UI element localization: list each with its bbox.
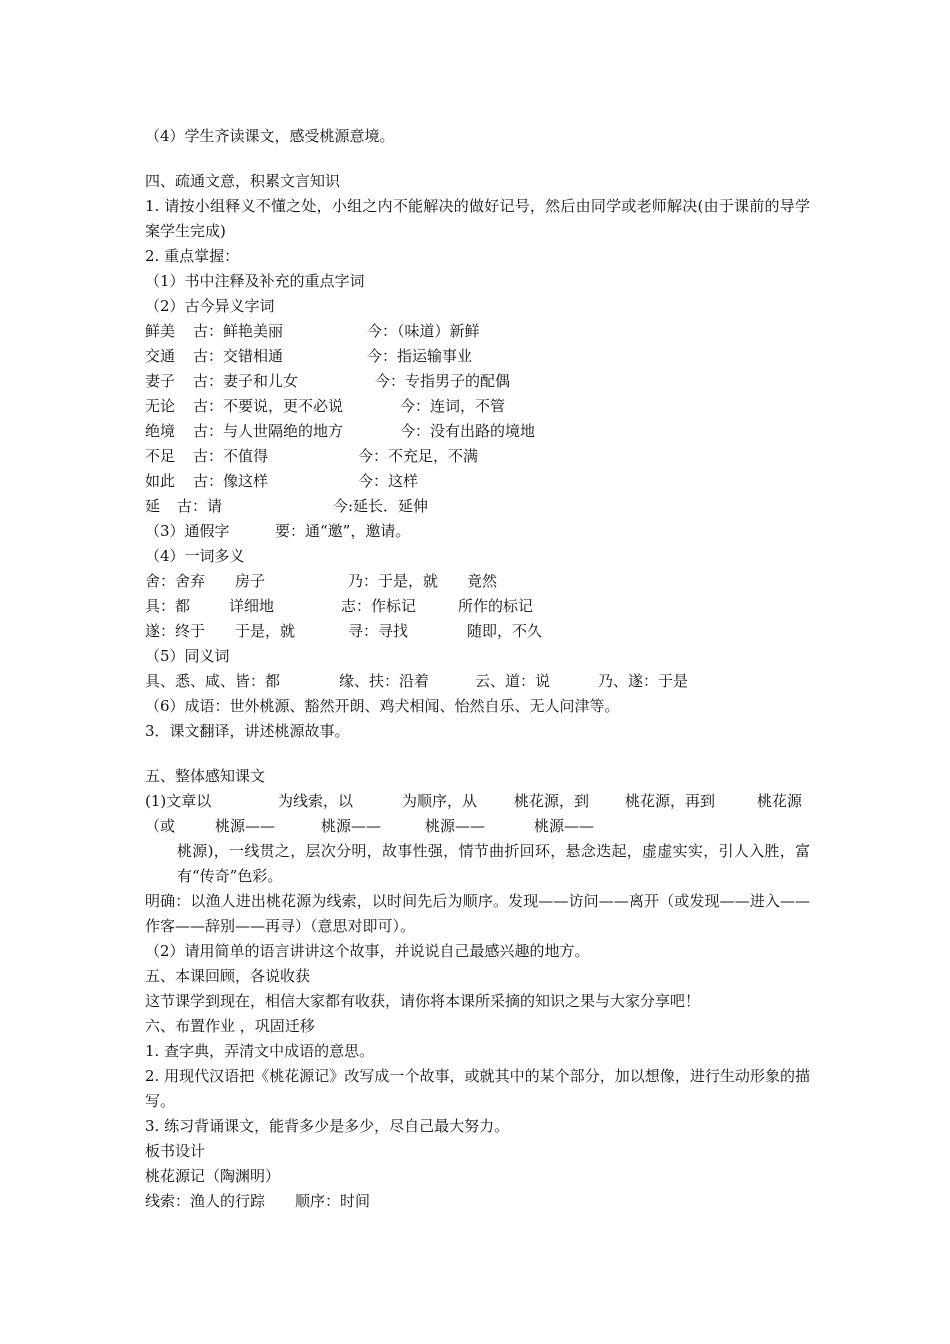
section6-item3: 3. 练习背诵课文，能背多少是多少，尽自己最大努力。	[145, 1117, 510, 1135]
sub3-label: （3）通假字	[145, 522, 230, 540]
section4-sub3	[145, 519, 810, 544]
gujin-gu: 古：不值得	[193, 447, 269, 465]
blank-segment: 为线索，以	[278, 792, 354, 810]
board-heading: 板书设计	[145, 1142, 206, 1160]
section4-sub6: （6）成语：世外桃源、豁然开朗、鸡犬相闻、怡然自乐、无人问津等。	[145, 697, 620, 715]
gujin-word: 妻子	[145, 372, 176, 390]
tongyi-row	[145, 669, 810, 694]
gujin-row	[145, 469, 810, 494]
yici-cell: 志：作标记	[341, 597, 417, 615]
blank-segment: 桃源——	[534, 817, 595, 835]
section5-heading: 五、整体感知课文	[145, 767, 266, 785]
gujin-word: 无论	[145, 397, 176, 415]
tongyi-cell: 乃、遂：于是	[598, 672, 689, 690]
tongyi-cell: 云、道：说	[475, 672, 551, 690]
section6-heading: 六、布置作业 ，巩固迁移	[145, 1017, 315, 1035]
section5b-heading: 五、本课回顾，各说收获	[145, 967, 311, 985]
document-page	[145, 124, 810, 1214]
section5-line1	[145, 789, 810, 814]
section4-item3: 3．课文翻译，讲述桃源故事。	[145, 722, 350, 740]
gujin-row	[145, 394, 810, 419]
gujin-gu: 古：交错相通	[193, 347, 284, 365]
gujin-gu: 古：与人世隔绝的地方	[193, 422, 344, 440]
section4-sub1: （1）书中注释及补充的重点字词	[145, 272, 365, 290]
section4-sub5: （5）同义词	[145, 647, 230, 665]
blank-segment: 为顺序，从	[402, 792, 478, 810]
blank-segment: 桃花源，再到	[625, 792, 716, 810]
section6-item1: 1. 查字典，弄清文中成语的意思。	[145, 1042, 375, 1060]
gujin-word: 绝境	[145, 422, 176, 440]
gujin-row	[145, 369, 810, 394]
gujin-gu: 古：像这样	[193, 472, 269, 490]
gujin-jin: 今:延长．延伸	[333, 497, 429, 515]
board-title: 桃花源记（陶渊明）	[145, 1167, 281, 1185]
sub3-detail: 要：通“邀”，邀请。	[275, 522, 411, 540]
yici-cell: 寻：寻找	[348, 622, 409, 640]
yici-cell: 竟然	[467, 572, 498, 590]
blank-segment: 桃源——	[321, 817, 382, 835]
blank-segment: (1)文章以	[145, 792, 212, 810]
yici-cell: 乃：于是，就	[348, 572, 439, 590]
board-order: 顺序：时间	[295, 1192, 371, 1210]
gujin-row	[145, 494, 810, 519]
gujin-gu: 古：不要说，更不必说	[193, 397, 344, 415]
section4-item2: 2. 重点掌握：	[145, 247, 240, 265]
yici-row	[145, 594, 810, 619]
section6-item2: 2. 用现代汉语把《桃花源记》改写成一个故事，或就其中的某个部分，加以想像，进行生动形象的描写。	[145, 1067, 810, 1110]
spacer	[145, 744, 810, 764]
gujin-jin: 今：专指男子的配偶	[375, 372, 511, 390]
yici-cell: 详细地	[229, 597, 275, 615]
gujin-word: 延	[145, 497, 161, 515]
blank-segment: 桃花源，到	[514, 792, 590, 810]
yici-cell: 房子	[235, 572, 266, 590]
yici-cell: 所作的标记	[458, 597, 534, 615]
gujin-row	[145, 444, 810, 469]
gujin-list	[145, 319, 810, 519]
section5-para-rest: 桃源)，一线贯之，层次分明，故事性强，情节曲折回环，悬念迭起，虚虚实实，引人入胜，富有“传奇”色彩。	[177, 842, 810, 885]
section5-mingque: 明确：以渔人进出桃花源为线索，以时间先后为顺序。发现——访问——离开（或发现——进入——作客——辞别——再寻）（意思对即可）。	[145, 892, 810, 935]
board-clue-row	[145, 1189, 810, 1214]
blank-segment: （或	[145, 817, 176, 835]
gujin-row	[145, 319, 810, 344]
gujin-word: 如此	[145, 472, 176, 490]
gujin-jin: 今：（味道）新鲜	[367, 322, 480, 340]
gujin-gu: 古：鲜艳美丽	[193, 322, 284, 340]
gujin-jin: 今：不充足，不满	[358, 447, 479, 465]
intro-line: （4）学生齐读课文，感受桃源意境。	[145, 127, 395, 145]
section4-heading: 四、疏通文意，积累文言知识	[145, 172, 341, 190]
yici-cell: 随即，不久	[467, 622, 543, 640]
yici-list	[145, 569, 810, 644]
yici-row	[145, 569, 810, 594]
gujin-jin: 今：没有出路的境地	[400, 422, 536, 440]
section4-item1: 1. 请按小组释义不懂之处，小组之内不能解决的做好记号，然后由同学或老师解决(由于课前的导学案学生完成)	[145, 197, 810, 240]
blank-segment: 桃源——	[215, 817, 276, 835]
gujin-word: 鲜美	[145, 322, 176, 340]
section5-item2: （2）请用简单的语言讲讲这个故事，并说说自己最感兴趣的地方。	[145, 942, 590, 960]
gujin-gu: 古：请	[177, 497, 223, 515]
gujin-jin: 今：连词，不管	[400, 397, 506, 415]
spacer	[145, 149, 810, 169]
yici-cell: 舍：舍弃	[145, 572, 206, 590]
section5-line2	[145, 814, 810, 839]
gujin-row	[145, 344, 810, 369]
tongyi-cell: 具、悉、咸、皆：都	[145, 672, 281, 690]
board-clue: 线索：渔人的行踪	[145, 1192, 266, 1210]
blank-segment: 桃源——	[425, 817, 486, 835]
blank-segment: 桃花源	[757, 792, 803, 810]
gujin-jin: 今：指运输事业	[367, 347, 473, 365]
yici-cell: 于是，就	[235, 622, 296, 640]
section5b-text: 这节课学到现在，相信大家都有收获，请你将本课所采摘的知识之果与大家分享吧！	[145, 992, 701, 1010]
gujin-word: 交通	[145, 347, 176, 365]
gujin-jin: 今：这样	[358, 472, 419, 490]
tongyi-cell: 缘、扶：沿着	[339, 672, 430, 690]
yici-cell: 具：都	[145, 597, 191, 615]
yici-cell: 遂：终于	[145, 622, 206, 640]
gujin-gu: 古：妻子和儿女	[193, 372, 299, 390]
section4-sub4: （4）一词多义	[145, 547, 245, 565]
section4-sub2: （2）古今异义字词	[145, 297, 275, 315]
yici-row	[145, 619, 810, 644]
gujin-word: 不足	[145, 447, 176, 465]
gujin-row	[145, 419, 810, 444]
